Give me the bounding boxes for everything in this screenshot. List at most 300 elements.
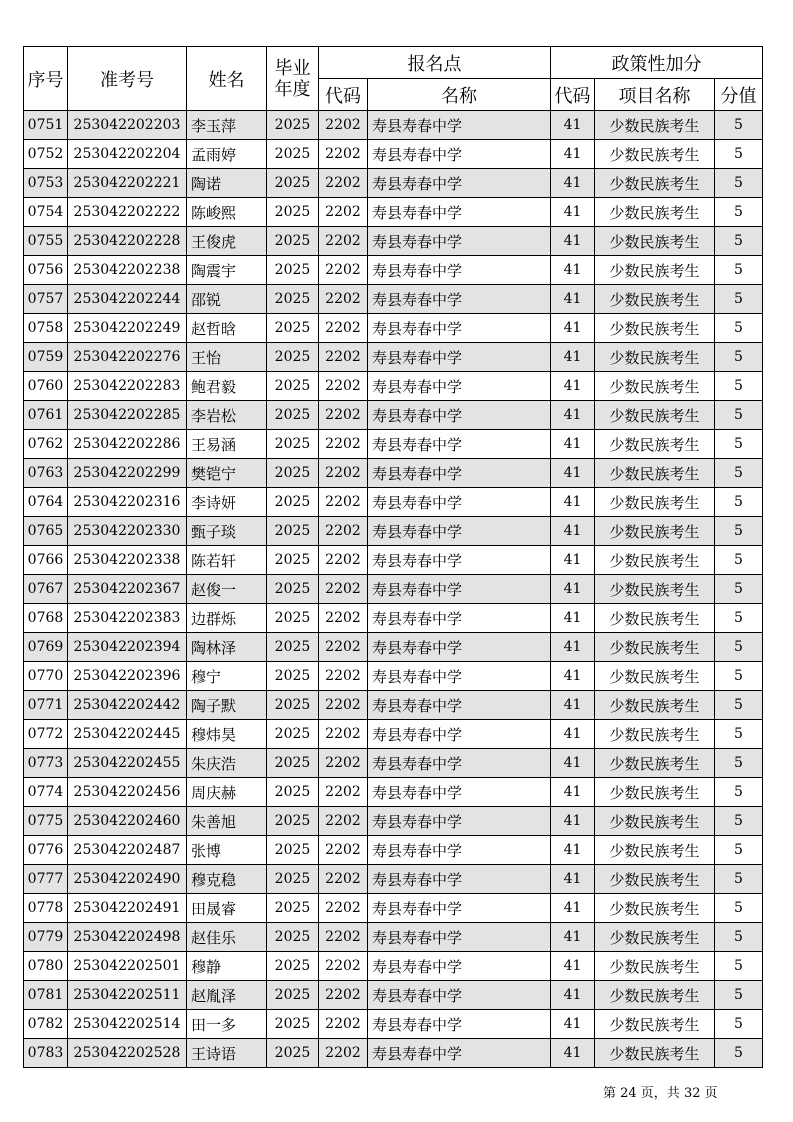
cell-project-name: 少数民族考生 xyxy=(595,952,715,981)
cell-exam-no: 253042202490 xyxy=(68,865,187,894)
cell-exam-no: 253042202238 xyxy=(68,256,187,285)
cell-policy-code: 41 xyxy=(551,691,595,720)
cell-grad-year: 2025 xyxy=(267,749,319,778)
header-reg-code: 代码 xyxy=(319,79,368,111)
cell-points: 5 xyxy=(715,1039,763,1068)
cell-reg-code: 2202 xyxy=(319,575,368,604)
cell-seq: 0763 xyxy=(24,459,68,488)
cell-name: 周庆赫 xyxy=(187,778,267,807)
table-row xyxy=(24,807,763,836)
cell-reg-name: 寿县寿春中学 xyxy=(368,720,551,749)
cell-reg-code: 2202 xyxy=(319,140,368,169)
table-row xyxy=(24,140,763,169)
cell-project-name: 少数民族考生 xyxy=(595,720,715,749)
cell-name: 穆炜昊 xyxy=(187,720,267,749)
cell-seq: 0772 xyxy=(24,720,68,749)
cell-points: 5 xyxy=(715,691,763,720)
cell-project-name: 少数民族考生 xyxy=(595,749,715,778)
cell-name: 穆静 xyxy=(187,952,267,981)
cell-reg-name: 寿县寿春中学 xyxy=(368,1039,551,1068)
cell-reg-name: 寿县寿春中学 xyxy=(368,343,551,372)
cell-grad-year: 2025 xyxy=(267,778,319,807)
cell-project-name: 少数民族考生 xyxy=(595,198,715,227)
cell-points: 5 xyxy=(715,140,763,169)
cell-name: 李岩松 xyxy=(187,401,267,430)
cell-grad-year: 2025 xyxy=(267,633,319,662)
cell-policy-code: 41 xyxy=(551,807,595,836)
table-row xyxy=(24,691,763,720)
cell-points: 5 xyxy=(715,372,763,401)
cell-seq: 0753 xyxy=(24,169,68,198)
cell-policy-code: 41 xyxy=(551,1010,595,1039)
cell-policy-code: 41 xyxy=(551,836,595,865)
cell-reg-code: 2202 xyxy=(319,111,368,140)
cell-exam-no: 253042202491 xyxy=(68,894,187,923)
cell-reg-code: 2202 xyxy=(319,488,368,517)
cell-project-name: 少数民族考生 xyxy=(595,285,715,314)
cell-name: 王易涵 xyxy=(187,430,267,459)
cell-policy-code: 41 xyxy=(551,401,595,430)
cell-points: 5 xyxy=(715,662,763,691)
cell-reg-name: 寿县寿春中学 xyxy=(368,691,551,720)
cell-project-name: 少数民族考生 xyxy=(595,401,715,430)
cell-reg-code: 2202 xyxy=(319,285,368,314)
cell-points: 5 xyxy=(715,343,763,372)
cell-reg-code: 2202 xyxy=(319,546,368,575)
cell-reg-code: 2202 xyxy=(319,459,368,488)
cell-seq: 0752 xyxy=(24,140,68,169)
cell-name: 李玉萍 xyxy=(187,111,267,140)
cell-seq: 0760 xyxy=(24,372,68,401)
cell-reg-name: 寿县寿春中学 xyxy=(368,749,551,778)
header-exam-no: 准考号 xyxy=(68,47,187,111)
cell-name: 樊铠宁 xyxy=(187,459,267,488)
cell-reg-name: 寿县寿春中学 xyxy=(368,952,551,981)
table-row xyxy=(24,720,763,749)
cell-seq: 0776 xyxy=(24,836,68,865)
cell-project-name: 少数民族考生 xyxy=(595,691,715,720)
cell-reg-code: 2202 xyxy=(319,372,368,401)
page-footer: 第 24 页，共 32 页 xyxy=(603,1086,718,1101)
table-row xyxy=(24,256,763,285)
cell-reg-code: 2202 xyxy=(319,662,368,691)
cell-name: 陶震宇 xyxy=(187,256,267,285)
cell-reg-code: 2202 xyxy=(319,749,368,778)
table-row xyxy=(24,227,763,256)
cell-policy-code: 41 xyxy=(551,227,595,256)
cell-name: 张博 xyxy=(187,836,267,865)
cell-project-name: 少数民族考生 xyxy=(595,1039,715,1068)
cell-reg-code: 2202 xyxy=(319,198,368,227)
cell-reg-name: 寿县寿春中学 xyxy=(368,836,551,865)
cell-policy-code: 41 xyxy=(551,140,595,169)
cell-seq: 0770 xyxy=(24,662,68,691)
cell-exam-no: 253042202498 xyxy=(68,923,187,952)
cell-points: 5 xyxy=(715,633,763,662)
cell-reg-name: 寿县寿春中学 xyxy=(368,546,551,575)
table-row xyxy=(24,314,763,343)
cell-exam-no: 253042202203 xyxy=(68,111,187,140)
cell-exam-no: 253042202487 xyxy=(68,836,187,865)
cell-policy-code: 41 xyxy=(551,198,595,227)
cell-points: 5 xyxy=(715,778,763,807)
cell-name: 陈峻熙 xyxy=(187,198,267,227)
cell-reg-name: 寿县寿春中学 xyxy=(368,807,551,836)
cell-project-name: 少数民族考生 xyxy=(595,372,715,401)
cell-points: 5 xyxy=(715,575,763,604)
cell-exam-no: 253042202514 xyxy=(68,1010,187,1039)
header-policy-code: 代码 xyxy=(551,79,595,111)
cell-reg-name: 寿县寿春中学 xyxy=(368,140,551,169)
cell-reg-code: 2202 xyxy=(319,1039,368,1068)
cell-grad-year: 2025 xyxy=(267,1010,319,1039)
cell-reg-code: 2202 xyxy=(319,807,368,836)
cell-exam-no: 253042202511 xyxy=(68,981,187,1010)
cell-seq: 0778 xyxy=(24,894,68,923)
cell-policy-code: 41 xyxy=(551,256,595,285)
cell-reg-code: 2202 xyxy=(319,633,368,662)
cell-exam-no: 253042202383 xyxy=(68,604,187,633)
cell-reg-name: 寿县寿春中学 xyxy=(368,256,551,285)
cell-seq: 0768 xyxy=(24,604,68,633)
cell-project-name: 少数民族考生 xyxy=(595,227,715,256)
cell-policy-code: 41 xyxy=(551,952,595,981)
cell-exam-no: 253042202367 xyxy=(68,575,187,604)
cell-exam-no: 253042202228 xyxy=(68,227,187,256)
cell-reg-name: 寿县寿春中学 xyxy=(368,401,551,430)
table-row xyxy=(24,372,763,401)
table-row xyxy=(24,981,763,1010)
cell-exam-no: 253042202285 xyxy=(68,401,187,430)
cell-policy-code: 41 xyxy=(551,778,595,807)
cell-seq: 0780 xyxy=(24,952,68,981)
cell-grad-year: 2025 xyxy=(267,575,319,604)
cell-reg-name: 寿县寿春中学 xyxy=(368,314,551,343)
cell-policy-code: 41 xyxy=(551,285,595,314)
cell-grad-year: 2025 xyxy=(267,430,319,459)
cell-reg-name: 寿县寿春中学 xyxy=(368,169,551,198)
table-row xyxy=(24,778,763,807)
cell-grad-year: 2025 xyxy=(267,227,319,256)
cell-name: 王诗语 xyxy=(187,1039,267,1068)
table-row xyxy=(24,459,763,488)
cell-project-name: 少数民族考生 xyxy=(595,111,715,140)
cell-name: 甄子琰 xyxy=(187,517,267,546)
cell-project-name: 少数民族考生 xyxy=(595,923,715,952)
cell-policy-code: 41 xyxy=(551,517,595,546)
cell-seq: 0764 xyxy=(24,488,68,517)
cell-project-name: 少数民族考生 xyxy=(595,575,715,604)
cell-name: 赵胤泽 xyxy=(187,981,267,1010)
cell-policy-code: 41 xyxy=(551,546,595,575)
cell-reg-name: 寿县寿春中学 xyxy=(368,111,551,140)
cell-seq: 0773 xyxy=(24,749,68,778)
table-row xyxy=(24,604,763,633)
cell-points: 5 xyxy=(715,227,763,256)
table-row xyxy=(24,198,763,227)
cell-reg-code: 2202 xyxy=(319,720,368,749)
header-name: 姓名 xyxy=(187,47,267,111)
cell-reg-code: 2202 xyxy=(319,778,368,807)
cell-reg-code: 2202 xyxy=(319,691,368,720)
cell-grad-year: 2025 xyxy=(267,546,319,575)
cell-name: 穆克稳 xyxy=(187,865,267,894)
cell-points: 5 xyxy=(715,604,763,633)
table-row xyxy=(24,662,763,691)
cell-points: 5 xyxy=(715,836,763,865)
cell-seq: 0766 xyxy=(24,546,68,575)
cell-seq: 0767 xyxy=(24,575,68,604)
header-grad-year xyxy=(267,47,319,111)
cell-reg-name: 寿县寿春中学 xyxy=(368,981,551,1010)
cell-policy-code: 41 xyxy=(551,894,595,923)
cell-project-name: 少数民族考生 xyxy=(595,256,715,285)
header-seq: 序号 xyxy=(24,47,68,111)
cell-policy-code: 41 xyxy=(551,923,595,952)
cell-seq: 0775 xyxy=(24,807,68,836)
table-row xyxy=(24,1039,763,1068)
cell-grad-year: 2025 xyxy=(267,894,319,923)
cell-name: 朱善旭 xyxy=(187,807,267,836)
cell-reg-name: 寿县寿春中学 xyxy=(368,923,551,952)
cell-reg-code: 2202 xyxy=(319,836,368,865)
cell-grad-year: 2025 xyxy=(267,198,319,227)
cell-exam-no: 253042202442 xyxy=(68,691,187,720)
cell-project-name: 少数民族考生 xyxy=(595,314,715,343)
table-row xyxy=(24,894,763,923)
cell-name: 邵锐 xyxy=(187,285,267,314)
cell-exam-no: 253042202204 xyxy=(68,140,187,169)
cell-points: 5 xyxy=(715,546,763,575)
cell-points: 5 xyxy=(715,749,763,778)
cell-reg-code: 2202 xyxy=(319,981,368,1010)
cell-exam-no: 253042202299 xyxy=(68,459,187,488)
cell-name: 孟雨婷 xyxy=(187,140,267,169)
cell-reg-name: 寿县寿春中学 xyxy=(368,488,551,517)
cell-policy-code: 41 xyxy=(551,981,595,1010)
cell-policy-code: 41 xyxy=(551,575,595,604)
cell-seq: 0779 xyxy=(24,923,68,952)
cell-points: 5 xyxy=(715,256,763,285)
cell-project-name: 少数民族考生 xyxy=(595,517,715,546)
cell-project-name: 少数民族考生 xyxy=(595,169,715,198)
cell-name: 陈若轩 xyxy=(187,546,267,575)
cell-reg-code: 2202 xyxy=(319,227,368,256)
cell-seq: 0769 xyxy=(24,633,68,662)
cell-grad-year: 2025 xyxy=(267,981,319,1010)
table-row xyxy=(24,923,763,952)
cell-reg-code: 2202 xyxy=(319,923,368,952)
cell-seq: 0758 xyxy=(24,314,68,343)
cell-policy-code: 41 xyxy=(551,314,595,343)
cell-name: 田一多 xyxy=(187,1010,267,1039)
cell-reg-name: 寿县寿春中学 xyxy=(368,227,551,256)
cell-reg-name: 寿县寿春中学 xyxy=(368,604,551,633)
cell-exam-no: 253042202394 xyxy=(68,633,187,662)
cell-seq: 0782 xyxy=(24,1010,68,1039)
cell-grad-year: 2025 xyxy=(267,691,319,720)
cell-project-name: 少数民族考生 xyxy=(595,778,715,807)
cell-points: 5 xyxy=(715,865,763,894)
cell-project-name: 少数民族考生 xyxy=(595,1010,715,1039)
cell-points: 5 xyxy=(715,401,763,430)
cell-grad-year: 2025 xyxy=(267,285,319,314)
cell-project-name: 少数民族考生 xyxy=(595,894,715,923)
cell-name: 王怡 xyxy=(187,343,267,372)
cell-grad-year: 2025 xyxy=(267,720,319,749)
cell-exam-no: 253042202283 xyxy=(68,372,187,401)
cell-points: 5 xyxy=(715,169,763,198)
cell-exam-no: 253042202244 xyxy=(68,285,187,314)
cell-seq: 0765 xyxy=(24,517,68,546)
cell-reg-code: 2202 xyxy=(319,604,368,633)
cell-points: 5 xyxy=(715,430,763,459)
table-row xyxy=(24,633,763,662)
table-row xyxy=(24,952,763,981)
cell-grad-year: 2025 xyxy=(267,314,319,343)
cell-points: 5 xyxy=(715,720,763,749)
cell-grad-year: 2025 xyxy=(267,517,319,546)
table-row xyxy=(24,488,763,517)
cell-name: 边群烁 xyxy=(187,604,267,633)
table-header xyxy=(24,47,763,111)
cell-reg-code: 2202 xyxy=(319,401,368,430)
cell-policy-code: 41 xyxy=(551,865,595,894)
cell-policy-code: 41 xyxy=(551,604,595,633)
header-registration-point: 报名点 xyxy=(319,47,551,79)
cell-grad-year: 2025 xyxy=(267,140,319,169)
cell-points: 5 xyxy=(715,1010,763,1039)
cell-seq: 0755 xyxy=(24,227,68,256)
table-row xyxy=(24,517,763,546)
cell-exam-no: 253042202249 xyxy=(68,314,187,343)
cell-project-name: 少数民族考生 xyxy=(595,662,715,691)
cell-policy-code: 41 xyxy=(551,662,595,691)
cell-project-name: 少数民族考生 xyxy=(595,865,715,894)
table-body xyxy=(24,111,763,1068)
cell-reg-name: 寿县寿春中学 xyxy=(368,459,551,488)
cell-points: 5 xyxy=(715,459,763,488)
cell-name: 赵佳乐 xyxy=(187,923,267,952)
cell-grad-year: 2025 xyxy=(267,459,319,488)
cell-grad-year: 2025 xyxy=(267,343,319,372)
cell-reg-code: 2202 xyxy=(319,517,368,546)
cell-grad-year: 2025 xyxy=(267,952,319,981)
cell-project-name: 少数民族考生 xyxy=(595,430,715,459)
cell-policy-code: 41 xyxy=(551,633,595,662)
table-row xyxy=(24,575,763,604)
cell-reg-name: 寿县寿春中学 xyxy=(368,865,551,894)
cell-seq: 0761 xyxy=(24,401,68,430)
cell-points: 5 xyxy=(715,981,763,1010)
table-row xyxy=(24,836,763,865)
header-reg-name: 名称 xyxy=(368,79,551,111)
cell-name: 赵哲晗 xyxy=(187,314,267,343)
cell-project-name: 少数民族考生 xyxy=(595,488,715,517)
cell-exam-no: 253042202222 xyxy=(68,198,187,227)
cell-grad-year: 2025 xyxy=(267,836,319,865)
cell-reg-code: 2202 xyxy=(319,343,368,372)
cell-project-name: 少数民族考生 xyxy=(595,343,715,372)
header-project-name: 项目名称 xyxy=(595,79,715,111)
cell-reg-code: 2202 xyxy=(319,952,368,981)
cell-points: 5 xyxy=(715,198,763,227)
cell-project-name: 少数民族考生 xyxy=(595,546,715,575)
cell-reg-name: 寿县寿春中学 xyxy=(368,517,551,546)
cell-reg-code: 2202 xyxy=(319,865,368,894)
cell-grad-year: 2025 xyxy=(267,488,319,517)
cell-seq: 0762 xyxy=(24,430,68,459)
cell-points: 5 xyxy=(715,894,763,923)
cell-grad-year: 2025 xyxy=(267,256,319,285)
cell-exam-no: 253042202528 xyxy=(68,1039,187,1068)
cell-name: 鲍君毅 xyxy=(187,372,267,401)
cell-seq: 0754 xyxy=(24,198,68,227)
cell-reg-name: 寿县寿春中学 xyxy=(368,430,551,459)
cell-points: 5 xyxy=(715,314,763,343)
cell-points: 5 xyxy=(715,285,763,314)
table-row xyxy=(24,169,763,198)
cell-reg-code: 2202 xyxy=(319,894,368,923)
table-row xyxy=(24,111,763,140)
table-row xyxy=(24,1010,763,1039)
cell-policy-code: 41 xyxy=(551,1039,595,1068)
cell-exam-no: 253042202286 xyxy=(68,430,187,459)
cell-name: 陶林泽 xyxy=(187,633,267,662)
cell-exam-no: 253042202445 xyxy=(68,720,187,749)
cell-exam-no: 253042202456 xyxy=(68,778,187,807)
table-row xyxy=(24,285,763,314)
cell-seq: 0756 xyxy=(24,256,68,285)
cell-points: 5 xyxy=(715,111,763,140)
table-row xyxy=(24,401,763,430)
cell-name: 王俊虎 xyxy=(187,227,267,256)
cell-exam-no: 253042202396 xyxy=(68,662,187,691)
cell-reg-name: 寿县寿春中学 xyxy=(368,633,551,662)
header-grad-year-line1: 毕业 xyxy=(274,57,311,79)
cell-policy-code: 41 xyxy=(551,430,595,459)
roster-table xyxy=(23,46,763,1068)
cell-grad-year: 2025 xyxy=(267,111,319,140)
cell-name: 田晟睿 xyxy=(187,894,267,923)
cell-policy-code: 41 xyxy=(551,459,595,488)
cell-grad-year: 2025 xyxy=(267,923,319,952)
cell-reg-name: 寿县寿春中学 xyxy=(368,894,551,923)
cell-points: 5 xyxy=(715,952,763,981)
header-policy-bonus: 政策性加分 xyxy=(551,47,763,79)
cell-grad-year: 2025 xyxy=(267,865,319,894)
cell-seq: 0781 xyxy=(24,981,68,1010)
header-grad-year-line2: 年度 xyxy=(274,78,311,100)
cell-policy-code: 41 xyxy=(551,749,595,778)
cell-exam-no: 253042202316 xyxy=(68,488,187,517)
cell-project-name: 少数民族考生 xyxy=(595,633,715,662)
cell-name: 李诗妍 xyxy=(187,488,267,517)
cell-points: 5 xyxy=(715,807,763,836)
cell-seq: 0771 xyxy=(24,691,68,720)
cell-policy-code: 41 xyxy=(551,720,595,749)
table-row xyxy=(24,749,763,778)
cell-seq: 0774 xyxy=(24,778,68,807)
cell-reg-code: 2202 xyxy=(319,1010,368,1039)
cell-reg-code: 2202 xyxy=(319,169,368,198)
cell-policy-code: 41 xyxy=(551,343,595,372)
cell-policy-code: 41 xyxy=(551,111,595,140)
cell-grad-year: 2025 xyxy=(267,169,319,198)
cell-name: 穆宁 xyxy=(187,662,267,691)
cell-reg-name: 寿县寿春中学 xyxy=(368,1010,551,1039)
cell-exam-no: 253042202221 xyxy=(68,169,187,198)
